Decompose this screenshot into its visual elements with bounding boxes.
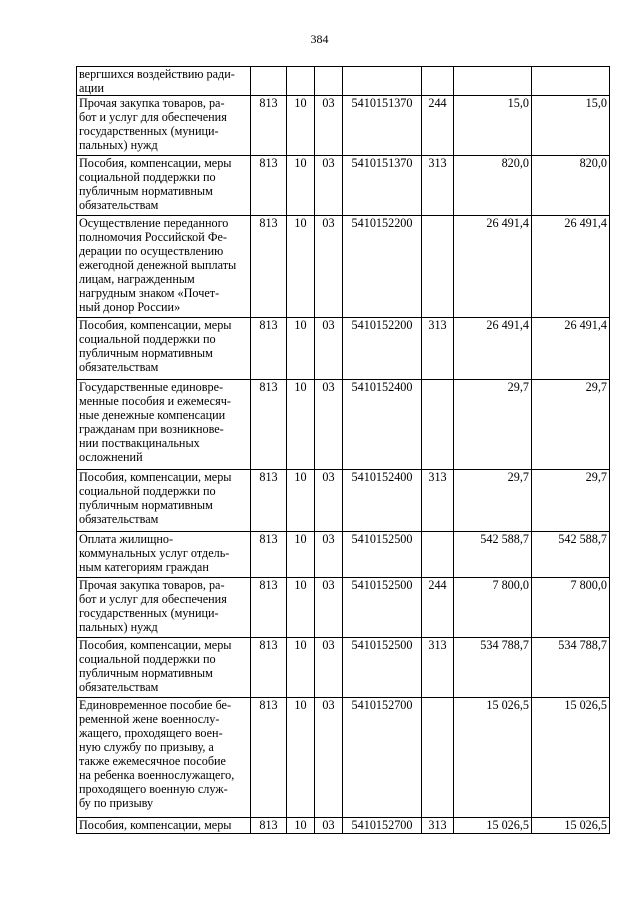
ved-code-cell: 813 xyxy=(251,818,287,834)
section-code-cell: 10 xyxy=(287,380,315,470)
table-row xyxy=(77,67,610,96)
table-row xyxy=(77,380,610,470)
amount-cell: 15 026,5 xyxy=(532,698,610,818)
target-article-cell: 5410152200 xyxy=(343,318,422,380)
section-code-cell: 10 xyxy=(287,638,315,698)
amount-cell: 15,0 xyxy=(454,96,532,156)
expense-type-cell xyxy=(422,698,454,818)
ved-code-cell: 813 xyxy=(251,470,287,532)
section-code-cell: 10 xyxy=(287,470,315,532)
row-name-cell: Пособия, компенсации, меры социальной поддержки по публичным нормативным обязательствам xyxy=(77,318,251,380)
amount-cell: 15,0 xyxy=(532,96,610,156)
expense-type-cell xyxy=(422,67,454,96)
expense-type-cell: 244 xyxy=(422,578,454,638)
target-article-cell: 5410151370 xyxy=(343,156,422,216)
expense-type-cell: 313 xyxy=(422,156,454,216)
row-name-cell: Пособия, компенсации, меры xyxy=(77,818,251,834)
expense-type-cell: 313 xyxy=(422,470,454,532)
table-row xyxy=(77,818,610,834)
ved-code-cell: 813 xyxy=(251,532,287,578)
ved-code-cell: 813 xyxy=(251,156,287,216)
subsection-code-cell xyxy=(315,67,343,96)
table-row xyxy=(77,698,610,818)
amount-cell: 29,7 xyxy=(532,470,610,532)
amount-cell: 820,0 xyxy=(454,156,532,216)
ved-code-cell: 813 xyxy=(251,216,287,318)
table-row xyxy=(77,638,610,698)
table-row xyxy=(77,532,610,578)
row-name-cell: Пособия, компенсации, меры социальной поддержки по публичным нормативным обязательствам xyxy=(77,470,251,532)
page-number: 384 xyxy=(310,32,329,46)
section-code-cell: 10 xyxy=(287,318,315,380)
table-row xyxy=(77,156,610,216)
target-article-cell: 5410152500 xyxy=(343,578,422,638)
amount-cell xyxy=(532,67,610,96)
target-article-cell xyxy=(343,67,422,96)
subsection-code-cell: 03 xyxy=(315,578,343,638)
section-code-cell: 10 xyxy=(287,532,315,578)
amount-cell: 15 026,5 xyxy=(454,698,532,818)
amount-cell: 29,7 xyxy=(532,380,610,470)
budget-table xyxy=(76,66,610,834)
target-article-cell: 5410152500 xyxy=(343,638,422,698)
table-row xyxy=(77,318,610,380)
subsection-code-cell: 03 xyxy=(315,470,343,532)
row-name-cell: Осуществление переданного полномочия Российской Фе- дерации по осуществлению ежегодной денежной выплаты лицам, награжденным нагрудным знаком «Почет- ный донор России» xyxy=(77,216,251,318)
target-article-cell: 5410152400 xyxy=(343,470,422,532)
row-name-cell: Прочая закупка товаров, ра- бот и услуг для обеспечения государственных (муници- пальных) нужд xyxy=(77,578,251,638)
table-row xyxy=(77,96,610,156)
ved-code-cell: 813 xyxy=(251,578,287,638)
amount-cell: 7 800,0 xyxy=(454,578,532,638)
ved-code-cell: 813 xyxy=(251,698,287,818)
table-row xyxy=(77,216,610,318)
section-code-cell: 10 xyxy=(287,216,315,318)
table-row xyxy=(77,470,610,532)
subsection-code-cell: 03 xyxy=(315,156,343,216)
table-row xyxy=(77,578,610,638)
subsection-code-cell: 03 xyxy=(315,532,343,578)
ved-code-cell: 813 xyxy=(251,380,287,470)
target-article-cell: 5410151370 xyxy=(343,96,422,156)
row-name-cell: Пособия, компенсации, меры социальной поддержки по публичным нормативным обязательствам xyxy=(77,638,251,698)
ved-code-cell: 813 xyxy=(251,96,287,156)
expense-type-cell: 313 xyxy=(422,818,454,834)
amount-cell: 29,7 xyxy=(454,470,532,532)
ved-code-cell: 813 xyxy=(251,318,287,380)
expense-type-cell xyxy=(422,532,454,578)
amount-cell: 542 588,7 xyxy=(532,532,610,578)
row-name-cell: Пособия, компенсации, меры социальной поддержки по публичным нормативным обязательствам xyxy=(77,156,251,216)
subsection-code-cell: 03 xyxy=(315,818,343,834)
expense-type-cell: 313 xyxy=(422,318,454,380)
row-name-cell: Единовременное пособие бе- ременной жене военнослу- жащего, проходящего воен- ную службу по призыву, а также ежемесячное пособие на ребенка военнослужащего, проходящего военную служ- бу по призыву xyxy=(77,698,251,818)
section-code-cell: 10 xyxy=(287,578,315,638)
target-article-cell: 5410152700 xyxy=(343,698,422,818)
subsection-code-cell: 03 xyxy=(315,318,343,380)
amount-cell: 542 588,7 xyxy=(454,532,532,578)
subsection-code-cell: 03 xyxy=(315,216,343,318)
table-body xyxy=(77,67,610,834)
section-code-cell xyxy=(287,67,315,96)
subsection-code-cell: 03 xyxy=(315,698,343,818)
amount-cell: 820,0 xyxy=(532,156,610,216)
ved-code-cell xyxy=(251,67,287,96)
target-article-cell: 5410152500 xyxy=(343,532,422,578)
amount-cell: 26 491,4 xyxy=(532,216,610,318)
expense-type-cell xyxy=(422,216,454,318)
expense-type-cell: 244 xyxy=(422,96,454,156)
row-name-cell: Прочая закупка товаров, ра- бот и услуг для обеспечения государственных (муници- пальных) нужд xyxy=(77,96,251,156)
target-article-cell: 5410152700 xyxy=(343,818,422,834)
amount-cell: 534 788,7 xyxy=(454,638,532,698)
amount-cell: 26 491,4 xyxy=(454,216,532,318)
section-code-cell: 10 xyxy=(287,698,315,818)
amount-cell: 29,7 xyxy=(454,380,532,470)
amount-cell: 15 026,5 xyxy=(532,818,610,834)
subsection-code-cell: 03 xyxy=(315,96,343,156)
target-article-cell: 5410152200 xyxy=(343,216,422,318)
expense-type-cell xyxy=(422,380,454,470)
target-article-cell: 5410152400 xyxy=(343,380,422,470)
ved-code-cell: 813 xyxy=(251,638,287,698)
subsection-code-cell: 03 xyxy=(315,380,343,470)
section-code-cell: 10 xyxy=(287,156,315,216)
amount-cell: 7 800,0 xyxy=(532,578,610,638)
row-name-cell: вергшихся воздействию ради- ации xyxy=(77,67,251,96)
amount-cell: 26 491,4 xyxy=(532,318,610,380)
section-code-cell: 10 xyxy=(287,818,315,834)
amount-cell xyxy=(454,67,532,96)
amount-cell: 15 026,5 xyxy=(454,818,532,834)
amount-cell: 534 788,7 xyxy=(532,638,610,698)
row-name-cell: Государственные единовре- менные пособия и ежемесяч- ные денежные компенсации гражданам при возникнове- нии поствакцинальных осложнений xyxy=(77,380,251,470)
subsection-code-cell: 03 xyxy=(315,638,343,698)
section-code-cell: 10 xyxy=(287,96,315,156)
amount-cell: 26 491,4 xyxy=(454,318,532,380)
expense-type-cell: 313 xyxy=(422,638,454,698)
row-name-cell: Оплата жилищно- коммунальных услуг отдель- ным категориям граждан xyxy=(77,532,251,578)
